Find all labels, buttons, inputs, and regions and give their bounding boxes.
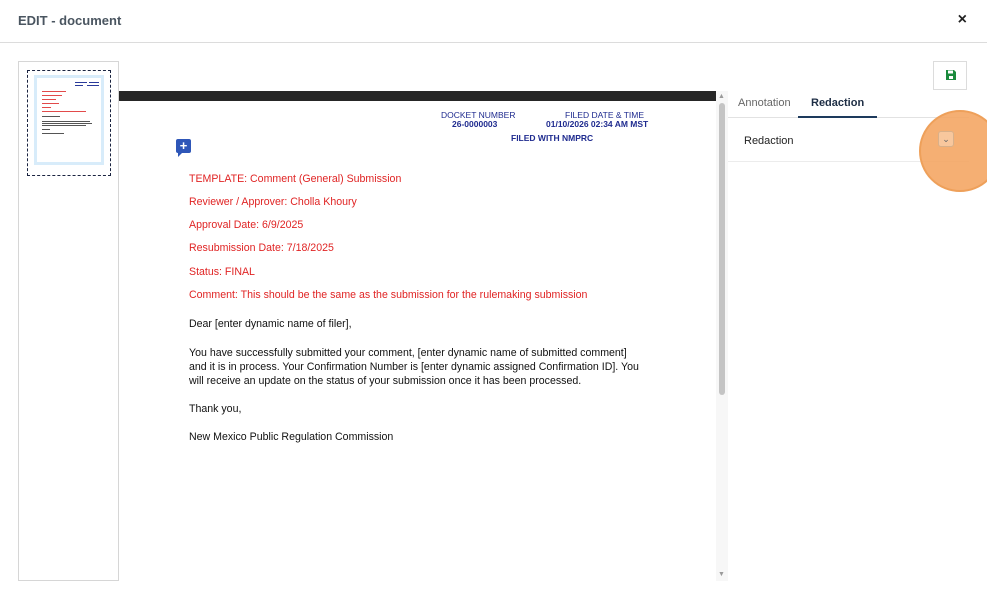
- filed-date-label: FILED DATE & TIME: [565, 110, 645, 120]
- body-line: You have successfully submitted your comment, [enter dynamic name of submitted comment]: [189, 347, 627, 359]
- save-icon: [945, 69, 957, 81]
- resubmission-date-line: Resubmission Date: 7/18/2025: [189, 242, 334, 254]
- approval-date-line: Approval Date: 6/9/2025: [189, 219, 304, 231]
- body-line: will receive an update on the status of your submission once it has been processed.: [189, 375, 582, 387]
- modal-header: [0, 0, 987, 43]
- page-thumbnail-panel: [18, 61, 119, 581]
- page-thumbnail[interactable]: [27, 70, 111, 176]
- docket-number-label: DOCKET NUMBER: [441, 110, 516, 120]
- tab-redaction[interactable]: Redaction: [798, 97, 877, 118]
- modal-title: EDIT - document: [18, 13, 122, 28]
- filed-date-value: 01/10/2026 02:34 AM MST: [546, 119, 649, 129]
- viewer-top-border: [119, 91, 716, 101]
- plus-icon: +: [179, 138, 188, 153]
- scroll-up-arrow-icon[interactable]: ▲: [718, 93, 725, 100]
- comment-line: Comment: This should be the same as the submission for the rulemaking submission: [189, 289, 588, 301]
- thumbnail-preview: [34, 75, 104, 165]
- add-comment-button[interactable]: [176, 139, 191, 153]
- body-line: and it is in process. Your Confirmation Number is [enter dynamic assigned Confirmation ID]. You: [189, 361, 639, 373]
- scroll-down-arrow-icon[interactable]: ▼: [718, 571, 725, 578]
- redaction-section-label: Redaction: [744, 135, 794, 147]
- scrollbar-thumb[interactable]: [719, 103, 725, 395]
- filed-with-label: FILED WITH NMPRC: [511, 133, 594, 143]
- panel-tabs: [728, 91, 969, 118]
- docket-number-value: 26-0000003: [452, 119, 498, 129]
- template-line: TEMPLATE: Comment (General) Submission: [189, 173, 402, 185]
- chevron-down-icon: ⌄: [942, 134, 950, 144]
- thumbnail-sheet: [37, 78, 101, 162]
- status-line: Status: FINAL: [189, 266, 255, 278]
- tab-annotation[interactable]: Annotation: [738, 97, 791, 109]
- vertical-scrollbar[interactable]: [716, 91, 728, 581]
- greeting: Dear [enter dynamic name of filer],: [189, 318, 352, 330]
- close-button[interactable]: ×: [957, 11, 967, 28]
- expand-toggle[interactable]: [938, 131, 954, 147]
- reviewer-line: Reviewer / Approver: Cholla Khoury: [189, 196, 357, 208]
- document-viewer[interactable]: [119, 91, 728, 581]
- closing: Thank you,: [189, 403, 242, 415]
- save-button[interactable]: [933, 61, 967, 90]
- signature: New Mexico Public Regulation Commission: [189, 431, 394, 443]
